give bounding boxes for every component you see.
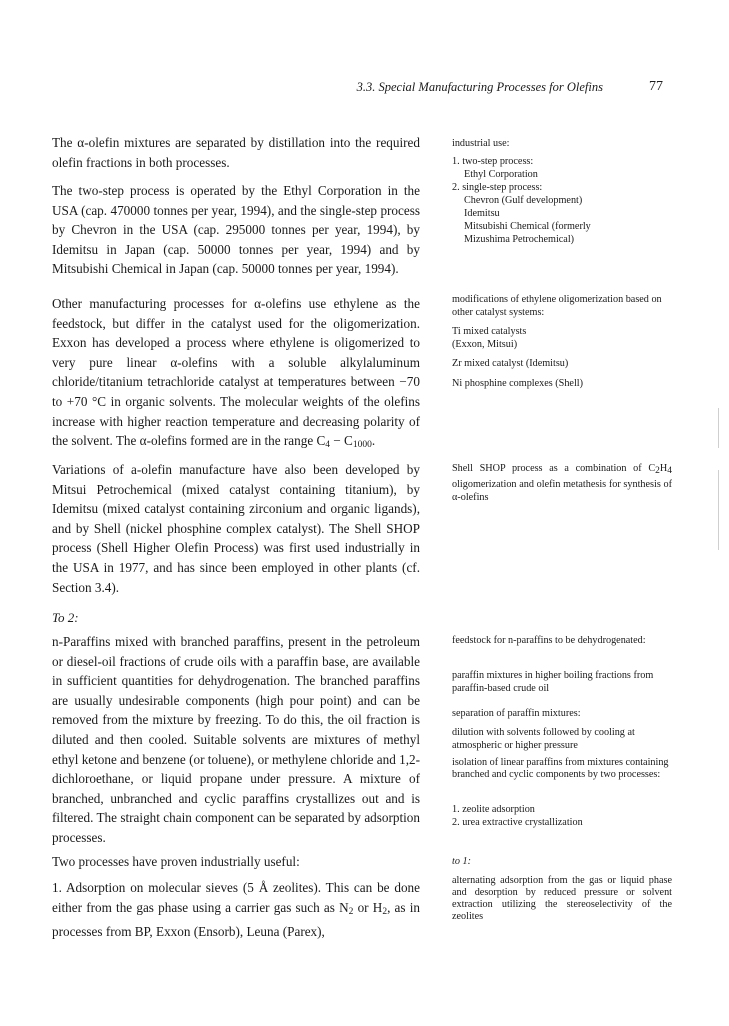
scan-margin-mark — [718, 408, 719, 448]
list-item: Mizushima Petrochemical) — [464, 234, 575, 245]
paragraph-adsorption: 1. Adsorption on molecular sieves (5 Å zeolites). This can be done either from the gas phase using a carrier gas such as $N_2$ or $H_2$, as in processes from BP, Exxon (Ensorb), Leuna (Parex), — [52, 880, 420, 940]
list-item: Chevron (Gulf development) — [464, 195, 583, 206]
paragraph-two-step-process: The two-step process is operated by the Ethyl Corporation in the USA (cap. 470000 tonnes per year, 1994), and the single-step process by Chevron in the USA (cap. 295000 tonnes per year, 1994), by Idemitsu in Japan (cap. 50000 tonnes per year, 1994) and by Mitsubishi Chemical in Japan (cap. 50000 tonnes per year, 1994). — [52, 183, 420, 277]
paragraph-other-processes: Other manufacturing processes for α-olefins use ethylene as the feedstock, but differ in the catalyst used for the oligomerization. Exxon has developed a process where ethylene is oligomerized to very pure linear α-olefins with a soluble alkylaluminum chloride/titanium tetrachloride catalyst at temperatures between −70 to +70 °C in organic solvents. The molecular weights of the olefins increase with higher reaction temperature and decreasing polarity of the solvent. The α-olefins formed are in the range $C_4 - C_{1000}$. — [52, 296, 420, 451]
margin-heading-to-1: to 1: — [452, 856, 471, 867]
margin-shop-process: Shell SHOP process as a combination of $C_2H_4$ oligomerization and olefin metathesis for synthesis of α-olefins — [452, 463, 672, 503]
list-item: 1. zeolite adsorption — [452, 804, 535, 815]
paragraph-olefin-separation: The α-olefin mixtures are separated by distillation into the required olefin fractions in both processes. — [52, 135, 420, 170]
margin-paraffin-mixtures: paraffin mixtures in higher boiling fractions from paraffin-based crude oil — [452, 670, 654, 694]
list-item: Ethyl Corporation — [464, 169, 538, 180]
paragraph-two-processes: Two processes have proven industrially useful: — [52, 854, 300, 869]
margin-process-list — [452, 155, 672, 246]
list-item: 2. single-step process: — [452, 182, 543, 193]
carbon-range: $C_4 - C_{1000}$. — [316, 433, 376, 451]
margin-separation: separation of paraffin mixtures: — [452, 708, 581, 719]
margin-alternating: alternating adsorption from the gas or liquid phase and desorption by reduced pressure or solvent extraction utilizing the stereoselectivity of the zeolites — [452, 875, 672, 922]
list-item: Mitsubishi Chemical (formerly — [464, 221, 591, 232]
margin-ni-complexes: Ni phosphine complexes (Shell) — [452, 378, 583, 389]
list-item: 1. two-step process: — [452, 156, 534, 167]
margin-zr-catalyst: Zr mixed catalyst (Idemitsu) — [452, 358, 569, 369]
page-header — [52, 80, 663, 100]
paragraph-variations: Variations of a-olefin manufacture have also been developed by Mitsui Petrochemical (mixed catalyst containing titanium), by Idemitsu (mixed catalyst containing zirconium and organic ligands), and by Shell (nickel phosphine complex catalyst). The Shell SHOP process (Shell Higher Olefin Process) was first used industrially in the USA in 1977, and has since been employed in other plants (cf. Section 3.4). — [52, 462, 420, 595]
scan-margin-mark — [718, 470, 719, 550]
margin-ti-catalysts: Ti mixed catalysts (Exxon, Mitsui) — [452, 326, 527, 350]
margin-isolation: isolation of linear paraffins from mixtures containing branched and cyclic components by two processes: — [452, 757, 669, 780]
list-item: 2. urea extractive crystallization — [452, 817, 583, 828]
page-number: 77 — [649, 79, 663, 94]
margin-industrial-use: industrial use: — [452, 138, 510, 149]
margin-dilution: dilution with solvents followed by cooling at atmospheric or higher pressure — [452, 727, 635, 751]
margin-feedstock: feedstock for n-paraffins to be dehydrogenated: — [452, 635, 646, 646]
section-heading-to-2: To 2: — [52, 610, 79, 625]
margin-isolation-list — [452, 803, 672, 829]
paragraph-n-paraffins: n-Paraffins mixed with branched paraffins, present in the petroleum or diesel-oil fractions of crude oils with a paraffin base, are available in sufficient quantities for dehydrogenation. The branched paraffins are usually undesirable components (high pour point) and can be removed from the mixture by freezing. To do this, the oil fraction is diluted and then cooled. Suitable solvents are mixtures of methyl ethyl ketone and benzene (or toluene), or methylene chloride and 1,2-dichloroethane, or liquid propane under pressure. A mixture of branched, unbranched and cyclic paraffins crystallizes out and is filtered. The straight chain component can be separated by adsorption processes. — [52, 634, 420, 845]
list-item: Idemitsu — [464, 208, 500, 219]
running-title: 3.3. Special Manufacturing Processes for Olefins — [356, 80, 603, 94]
margin-modifications: modifications of ethylene oligomerization based on other catalyst systems: — [452, 294, 662, 318]
